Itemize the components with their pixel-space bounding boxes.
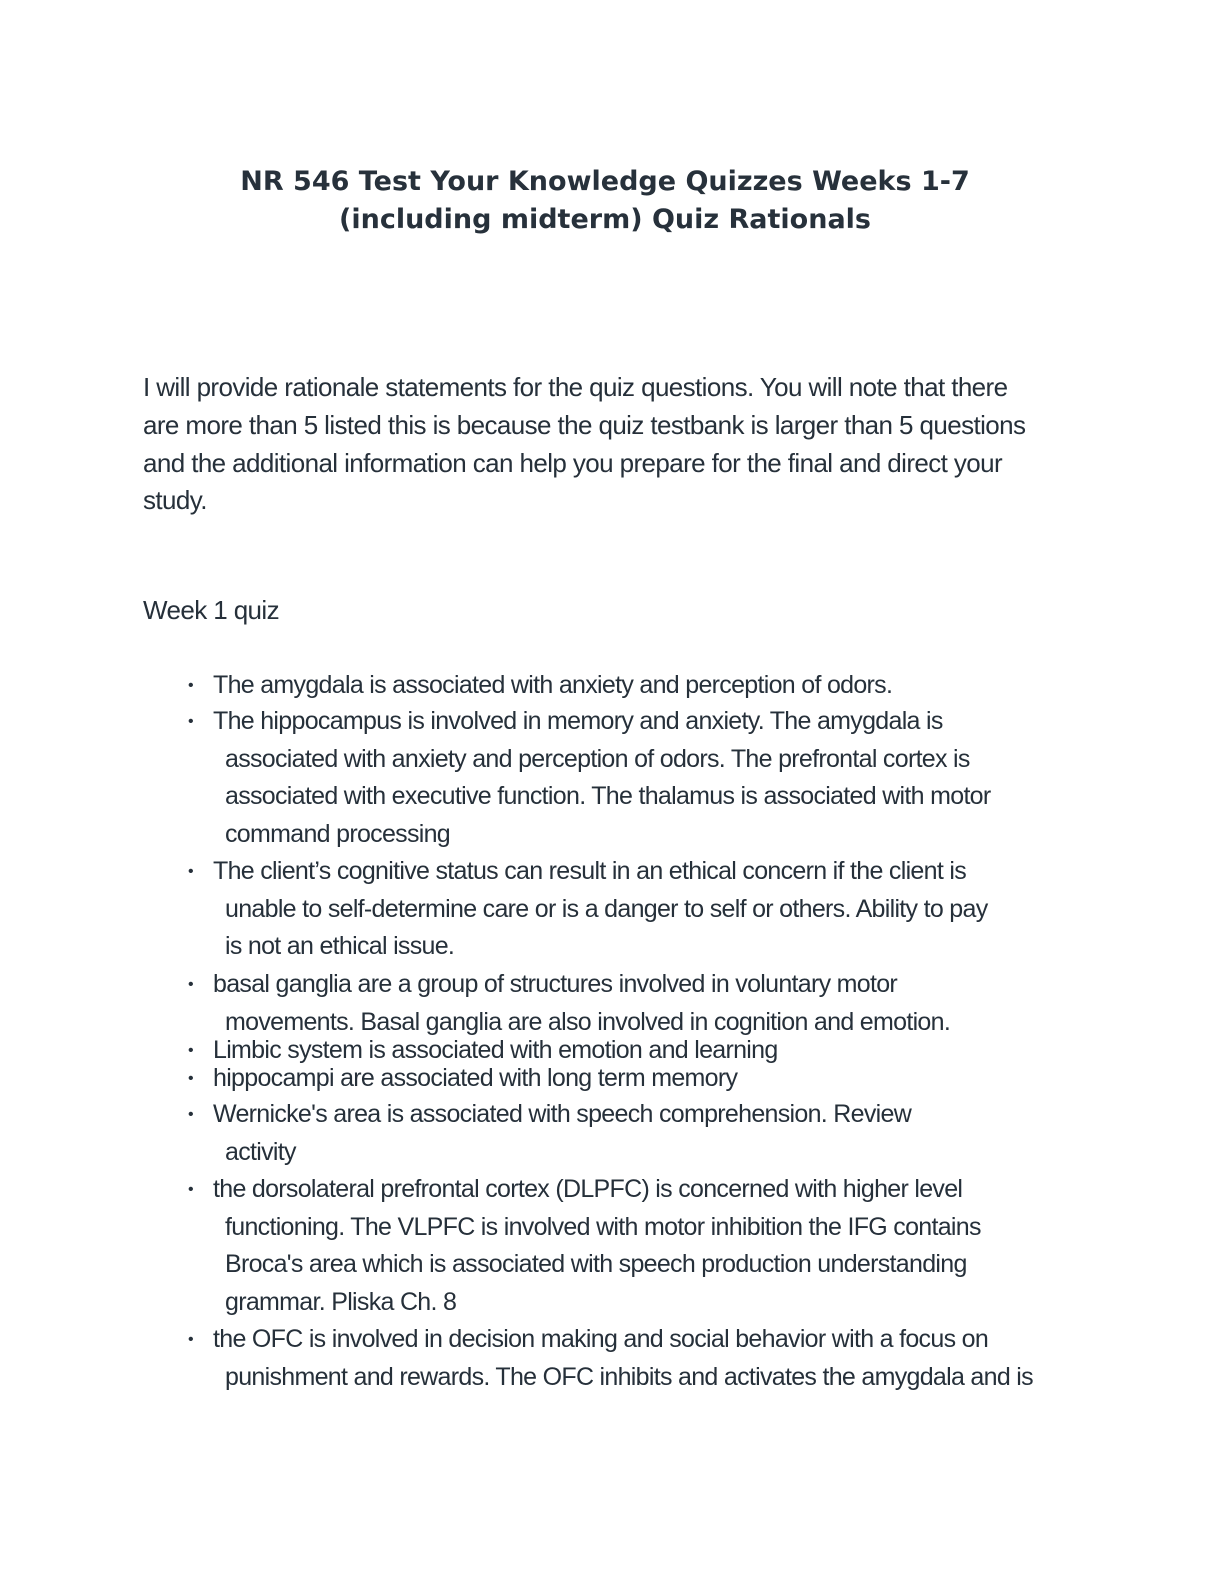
- bullet-icon: •: [188, 1331, 193, 1348]
- list-item: [188, 853, 1088, 966]
- list-item-line: functioning. The VLPFC is involved with motor inhibition the IFG contains: [225, 1212, 981, 1241]
- list-item: [188, 703, 1088, 853]
- list-item-line: the OFC is involved in decision making and social behavior with a focus on: [213, 1325, 989, 1353]
- list-item: [188, 1060, 1088, 1098]
- intro-paragraph: [143, 369, 1083, 520]
- title-line-2: (including midterm) Quiz Rationals: [339, 204, 871, 235]
- list-item-line: Wernicke's area is associated with speech comprehension. Review: [213, 1100, 912, 1128]
- bullet-icon: •: [188, 1042, 193, 1059]
- list-item: [188, 966, 1088, 1041]
- list-item: [188, 1171, 1088, 1321]
- list-item-line: associated with anxiety and perception of odors. The prefrontal cortex is: [225, 744, 970, 773]
- intro-line: and the additional information can help you prepare for the final and direct your: [143, 447, 1003, 478]
- intro-line: I will provide rationale statements for the quiz questions. You will note that there: [143, 372, 1008, 402]
- list-item-line: is not an ethical issue.: [225, 932, 455, 960]
- title-line-1: NR 546 Test Your Knowledge Quizzes Weeks 1-7: [240, 166, 970, 197]
- intro-line: study.: [143, 485, 207, 516]
- list-item-line: The client’s cognitive status can result in an ethical concern if the client is: [213, 857, 966, 885]
- document-title: [0, 163, 1210, 239]
- bullet-icon: •: [188, 1070, 193, 1087]
- list-item-line: Broca's area which is associated with speech production understanding: [225, 1250, 967, 1278]
- intro-line: are more than 5 listed this is because the quiz testbank is larger than 5 questions: [143, 409, 1026, 440]
- bullet-icon: •: [188, 677, 193, 694]
- list-item-line: activity: [225, 1137, 296, 1166]
- bullet-icon: •: [188, 976, 193, 993]
- bullet-icon: •: [188, 713, 193, 730]
- list-item-line: basal ganglia are a group of structures involved in voluntary motor: [213, 970, 898, 998]
- list-item-line: The amygdala is associated with anxiety and perception of odors.: [213, 671, 893, 699]
- list-item-line: associated with executive function. The thalamus is associated with motor: [225, 782, 991, 810]
- list-item-line: unable to self-determine care or is a danger to self or others. Ability to pay: [225, 894, 988, 923]
- list-item-line: the dorsolateral prefrontal cortex (DLPFC) is concerned with higher level: [213, 1175, 963, 1203]
- list-item: [188, 1096, 1088, 1171]
- list-item: [188, 1321, 1088, 1396]
- list-item-line: movements. Basal ganglia are also involved in cognition and emotion.: [225, 1007, 951, 1036]
- week-heading: Week 1 quiz: [143, 595, 279, 625]
- list-item-line: hippocampi are associated with long term memory: [213, 1064, 738, 1092]
- list-item-line: grammar. Pliska Ch. 8: [225, 1287, 457, 1316]
- list-item-line: command processing: [225, 819, 451, 848]
- list-item: [188, 667, 1088, 705]
- list-item-line: punishment and rewards. The OFC inhibits and activates the amygdala and is: [225, 1362, 1033, 1391]
- bullet-icon: •: [188, 863, 193, 880]
- list-item-line: Limbic system is associated with emotion and learning: [213, 1036, 778, 1064]
- list-item-line: The hippocampus is involved in memory and anxiety. The amygdala is: [213, 707, 943, 735]
- bullet-icon: •: [188, 1181, 193, 1198]
- bullet-icon: •: [188, 1106, 193, 1123]
